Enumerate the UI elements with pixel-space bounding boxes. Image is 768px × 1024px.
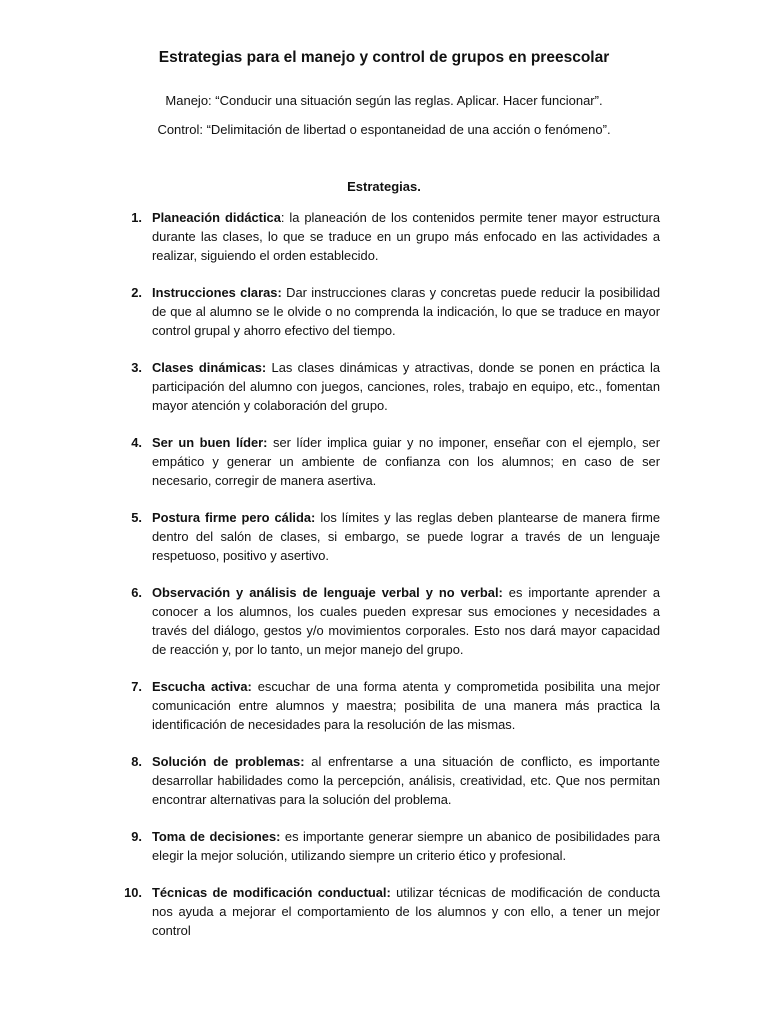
- strategies-list: [110, 208, 660, 958]
- item-text: es importante aprender a conocer a los alumnos, los cuales pueden expresar sus emociones y necesidades a través del diálogo, gestos y/o movimientos corporales. Esto nos dará mayor capacidad de reacción y, por lo tanto, un mejor manejo del grupo.: [152, 585, 660, 657]
- item-text: ser líder implica guiar y no imponer, enseñar con el ejemplo, ser empático y generar un ambiente de confianza con los alumnos; en caso de ser necesario, corregir de manera asertiva.: [152, 435, 660, 488]
- document-title: Estrategias para el manejo y control de grupos en preescolar: [158, 49, 610, 66]
- item-number: 4.: [131, 435, 142, 450]
- item-term: Escucha activa:: [152, 679, 252, 694]
- item-text: Las clases dinámicas y atractivas, donde se ponen en práctica la participación del alumno con juegos, canciones, roles, trabajo en equipo, etc., fomentan mayor atención y colaboración del grupo.: [152, 360, 660, 413]
- list-item: [110, 208, 660, 265]
- item-number: 7.: [131, 679, 142, 694]
- item-number: 6.: [131, 585, 142, 600]
- item-number: 2.: [131, 285, 142, 300]
- list-item: [110, 283, 660, 340]
- item-number: 10.: [124, 885, 142, 900]
- item-text: es importante generar siempre un abanico de posibilidades para elegir la mejor solución, utilizando siempre un criterio ético y profesional.: [152, 829, 660, 863]
- item-text: : la planeación de los contenidos permite tener mayor estructura durante las clases, lo que se traduce en un grupo más enfocado en las actividades a realizar, siguiendo el orden establecido.: [152, 210, 660, 263]
- list-item: [110, 583, 660, 659]
- item-number: 1.: [131, 210, 142, 225]
- definition-manejo: Manejo: “Conducir una situación según las reglas. Aplicar. Hacer funcionar”.: [165, 93, 603, 108]
- item-term: Postura firme pero cálida:: [152, 510, 316, 525]
- list-item: [110, 883, 660, 940]
- item-number: 8.: [131, 754, 142, 769]
- list-item: [110, 508, 660, 565]
- item-term: Toma de decisiones:: [152, 829, 281, 844]
- list-item: [110, 358, 660, 415]
- item-text: escuchar de una forma atenta y comprometida posibilita una mejor comunicación entre alumnos y maestra; posibilita de una manera más practica la identificación de necesidades para la resolución de las mismas.: [152, 679, 660, 732]
- item-term: Clases dinámicas:: [152, 360, 267, 375]
- item-term: Ser un buen líder:: [152, 435, 268, 450]
- list-item: [110, 433, 660, 490]
- item-text: al enfrentarse a una situación de conflicto, es importante desarrollar habilidades como la percepción, análisis, creatividad, etc. Que nos permitan encontrar alternativas para la solución del problema.: [152, 754, 660, 807]
- item-text: los límites y las reglas deben plantearse de manera firme dentro del salón de clases, si embargo, se puede lograr a través de un lenguaje respetuoso, positivo y asertivo.: [152, 510, 660, 563]
- item-term: Planeación didáctica: [152, 210, 281, 225]
- item-term: Solución de problemas:: [152, 754, 305, 769]
- item-term: Observación y análisis de lenguaje verbal y no verbal:: [152, 585, 503, 600]
- item-text: Dar instrucciones claras y concretas puede reducir la posibilidad de que al alumno se le olvide o no comprenda la indicación, lo que se traduce en mayor control grupal y ahorro efectivo del tiempo.: [152, 285, 661, 338]
- section-heading: Estrategias.: [347, 179, 421, 194]
- item-number: 9.: [131, 829, 142, 844]
- item-number: 3.: [131, 360, 142, 375]
- item-term: Instrucciones claras:: [152, 285, 282, 300]
- item-number: 5.: [131, 510, 142, 525]
- list-item: [110, 677, 660, 734]
- item-text: utilizar técnicas de modificación de conducta nos ayuda a mejorar el comportamiento de los alumnos y con ello, a tener un mejor control: [152, 885, 661, 938]
- item-term: Técnicas de modificación conductual:: [152, 885, 391, 900]
- list-item: [110, 827, 660, 865]
- list-item: [110, 752, 660, 809]
- definition-control: Control: “Delimitación de libertad o espontaneidad de una acción o fenómeno”.: [157, 122, 611, 137]
